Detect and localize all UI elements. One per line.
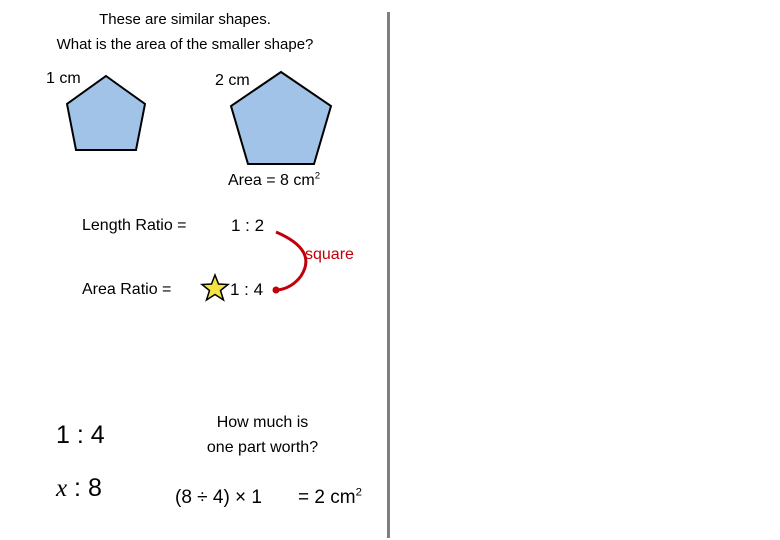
star-icon: [202, 275, 228, 300]
length-ratio-label: Length Ratio =: [82, 217, 187, 234]
small-pentagon: [67, 76, 145, 150]
small-side-label: 1 cm: [46, 70, 81, 87]
working-ratio-bottom: x : 8: [56, 474, 102, 502]
length-ratio-value: 1 : 2: [231, 216, 265, 235]
area-ratio-label: Area Ratio =: [82, 281, 172, 298]
working-ratio-top: 1 : 4: [56, 421, 105, 449]
calculation: (8 ÷ 4) × 1: [175, 487, 262, 508]
question-part-worth-2: one part worth?: [206, 439, 319, 456]
question-line-1: These are similar shapes.: [99, 11, 271, 28]
question-part-worth-1: How much is: [216, 414, 309, 431]
area-ratio-value: 1 : 4: [230, 280, 264, 299]
large-area-label: Area = 8 $cm^2$: [228, 170, 321, 189]
question-line-2: What is the area of the smaller shape?: [56, 36, 314, 53]
large-side-label: 2 cm: [215, 72, 250, 89]
square-arrow-head: [273, 287, 280, 294]
square-arrow: [276, 232, 306, 290]
answer: = 2 $cm^2$: [298, 486, 362, 508]
large-pentagon: [231, 72, 331, 164]
vertical-divider: [387, 12, 390, 538]
square-annotation: square: [305, 246, 354, 263]
